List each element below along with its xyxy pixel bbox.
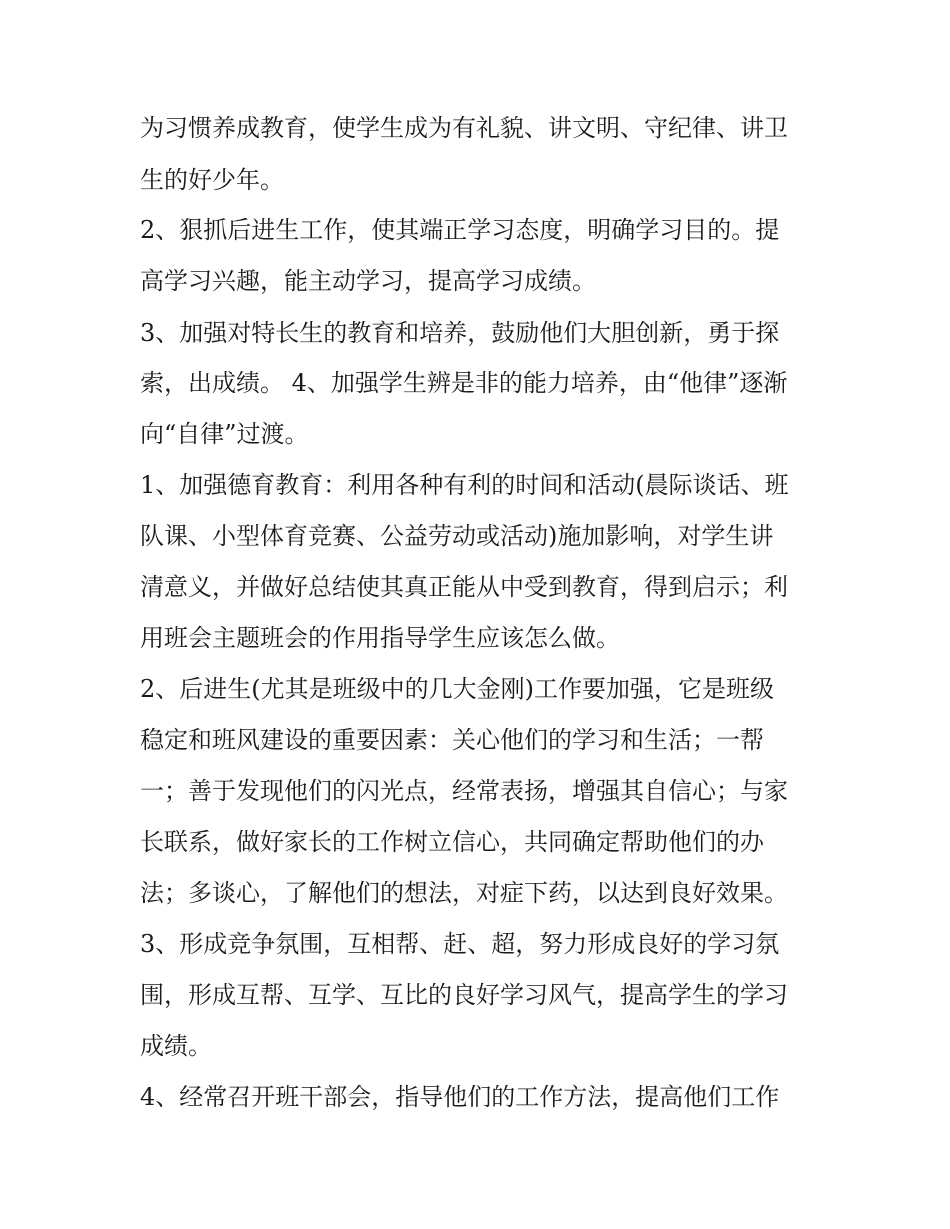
text-line: 向“自律”过渡。 <box>140 420 309 448</box>
text-line: 长联系，做好家长的工作树立信心，共同确定帮助他们的办 <box>140 828 764 856</box>
text-line: 稳定和班风建设的重要因素：关心他们的学习和生活；一帮 <box>140 726 764 754</box>
text-line: 3、形成竞争氛围，互相帮、赶、超，努力形成良好的学习氛 <box>140 930 780 958</box>
text-line: 清意义，并做好总结使其真正能从中受到教育，得到启示；利 <box>140 573 788 601</box>
text-line: 2、后进生(尤其是班级中的几大金刚)工作要加强，它是班级 <box>140 675 774 703</box>
text-line: 2、狠抓后进生工作，使其端正学习态度，明确学习目的。提 <box>140 216 780 244</box>
text-line: 1、加强德育教育：利用各种有利的时间和活动(晨际谈话、班 <box>140 471 789 499</box>
text-line: 3、加强对特长生的教育和培养，鼓励他们大胆创新，勇于探 <box>140 319 780 347</box>
text-line: 成绩。 <box>140 1032 212 1060</box>
text-line: 为习惯养成教育，使学生成为有礼貌、讲文明、守纪律、讲卫 <box>140 114 788 142</box>
text-line: 高学习兴趣，能主动学习，提高学习成绩。 <box>140 267 596 295</box>
text-line: 法；多谈心，了解他们的想法，对症下药，以达到良好效果。 <box>140 879 788 907</box>
text-line: 4、经常召开班干部会，指导他们的工作方法，提高他们工作 <box>140 1083 780 1111</box>
text-line: 围，形成互帮、互学、互比的良好学习风气，提高学生的学习 <box>140 981 788 1009</box>
text-line: 索，出成绩。 4、加强学生辨是非的能力培养，由“他律”逐渐 <box>140 369 788 397</box>
text-line: 队课、小型体育竞赛、公益劳动或活动)施加影响，对学生讲 <box>140 522 774 550</box>
text-line: 用班会主题班会的作用指导学生应该怎么做。 <box>140 624 620 652</box>
text-line: 一；善于发现他们的闪光点，经常表扬，增强其自信心；与家 <box>140 777 788 805</box>
text-line: 生的好少年。 <box>140 166 284 194</box>
